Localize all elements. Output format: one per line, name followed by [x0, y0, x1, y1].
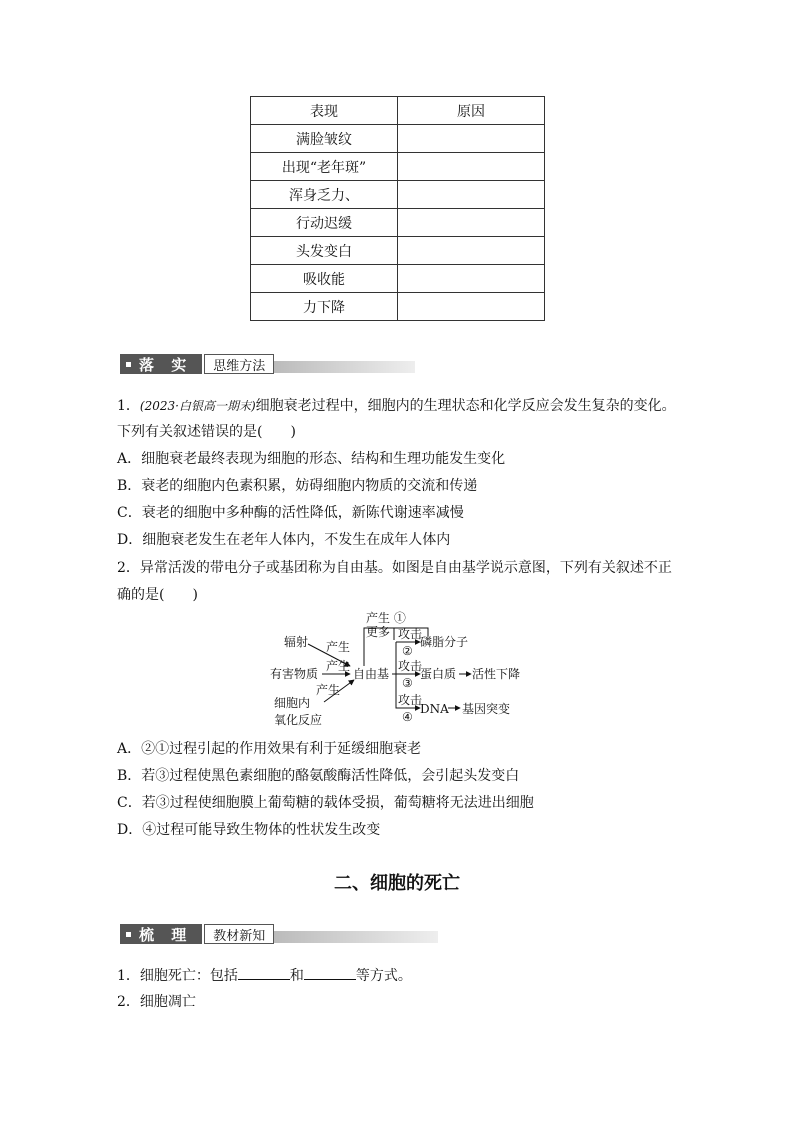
q1-stem-text: 细胞衰老过程中，细胞内的生理状态和化学反应会发生复杂的变化。 [255, 398, 676, 414]
label-free-radical: 自由基 [353, 667, 390, 681]
q1-option-a: A．细胞衰老最终表现为细胞的形态、结构和生理功能发生变化 [117, 451, 506, 467]
banner-dark-tab [120, 924, 202, 944]
banner-light-label: 思维方法 [204, 354, 274, 374]
table-cell-symptom: 力下降 [251, 293, 398, 321]
table-cell-symptom: 出现“老年斑” [251, 153, 398, 181]
square-bullet-icon [126, 932, 131, 937]
table-cell-cause [398, 181, 545, 209]
label-produce-1: 产生 [326, 640, 351, 654]
section-banner-review [120, 923, 438, 945]
label-activity-down: 活性下降 [472, 667, 521, 681]
label-produce-more-1: 产生 ① [366, 611, 406, 625]
table-cell-cause [398, 125, 545, 153]
q1-option-c: C．衰老的细胞中多种酶的活性降低，新陈代谢速率减慢 [117, 505, 464, 521]
table-cell-symptom: 浑身乏力、 [251, 181, 398, 209]
label-attack-2: 攻击 [398, 627, 423, 641]
p1-text-b: 和 [289, 968, 304, 984]
table-cell-symptom: 吸收能 [251, 265, 398, 293]
label-harmful-substance: 有害物质 [270, 667, 319, 681]
label-n2: ② [402, 644, 413, 658]
table-cell-cause [398, 237, 545, 265]
label-phospholipid: 磷脂分子 [420, 635, 469, 649]
q1-stem-line2: 下列有关叙述错误的是( ) [117, 424, 296, 440]
banner-dark-label: 梳 理 [139, 925, 193, 944]
label-attack-3: 攻击 [398, 659, 423, 673]
square-bullet-icon [126, 362, 131, 367]
q1-option-b: B．衰老的细胞内色素积累，妨碍细胞内物质的交流和传递 [117, 478, 478, 494]
q2-option-a: A．②①过程引起的作用效果有利于延缓细胞衰老 [117, 741, 422, 757]
banner-light-label: 教材新知 [204, 924, 274, 944]
banner-fade-bar [274, 931, 438, 943]
label-produce-3: 产生 [316, 683, 341, 697]
p1-line [117, 965, 412, 986]
label-n4: ④ [402, 710, 413, 724]
banner-dark-label: 落 实 [139, 355, 193, 374]
p1-text-c: 等方式。 [355, 968, 412, 984]
q1-source: (2023·白银高一期末) [139, 399, 256, 413]
fill-blank-2[interactable] [304, 965, 356, 980]
free-radical-diagram [260, 606, 540, 734]
q2-option-b: B．若③过程使黑色素细胞的酪氨酸酶活性降低，会引起头发变白 [117, 768, 520, 784]
label-protein: 蛋白质 [420, 667, 457, 681]
banner-fade-bar [274, 361, 415, 373]
label-radiation: 辐射 [284, 635, 309, 649]
section-banner-practice [120, 353, 415, 375]
table-cell-cause [398, 265, 545, 293]
fill-blank-1[interactable] [238, 965, 290, 980]
table-cell-symptom: 满脸皱纹 [251, 125, 398, 153]
section-title: 二、细胞的死亡 [334, 873, 460, 894]
table-header-cause: 原因 [398, 97, 545, 125]
p2-line: 2．细胞凋亡 [117, 994, 196, 1010]
q2-stem-line2: 确的是( ) [117, 587, 198, 603]
q1-option-d: D．细胞衰老发生在老年人体内，不发生在成年人体内 [117, 532, 451, 548]
banner-dark-tab [120, 354, 202, 374]
label-produce-2: 产生 [326, 659, 351, 673]
table-cell-cause [398, 209, 545, 237]
q1-number: 1． [117, 398, 140, 414]
q2-option-c: C．若③过程使细胞膜上葡萄糖的载体受损，葡萄糖将无法进出细胞 [117, 795, 534, 811]
table-header-symptom: 表现 [251, 97, 398, 125]
label-produce-more-2: 更多 [366, 625, 391, 639]
table-cell-cause [398, 293, 545, 321]
q2-option-d: D．④过程可能导致生物体的性状发生改变 [117, 822, 381, 838]
symptom-table [250, 96, 545, 321]
label-attack-4: 攻击 [398, 693, 423, 707]
table-cell-symptom: 行动迟缓 [251, 209, 398, 237]
label-cell-oxidation-2: 氧化反应 [274, 713, 323, 727]
q2-stem-line1: 2．异常活泼的带电分子或基团称为自由基。如图是自由基学说示意图，下列有关叙述不正 [117, 560, 672, 576]
table-cell-cause [398, 153, 545, 181]
label-mutation: 基因突变 [462, 702, 511, 716]
label-dna: DNA [420, 702, 449, 716]
p1-text-a: 1．细胞死亡：包括 [117, 968, 238, 984]
table-cell-symptom: 头发变白 [251, 237, 398, 265]
branch-trunk [392, 642, 396, 674]
q1-stem-line1 [117, 396, 676, 416]
label-cell-oxidation-1: 细胞内 [274, 696, 311, 710]
label-n3: ③ [402, 676, 413, 690]
